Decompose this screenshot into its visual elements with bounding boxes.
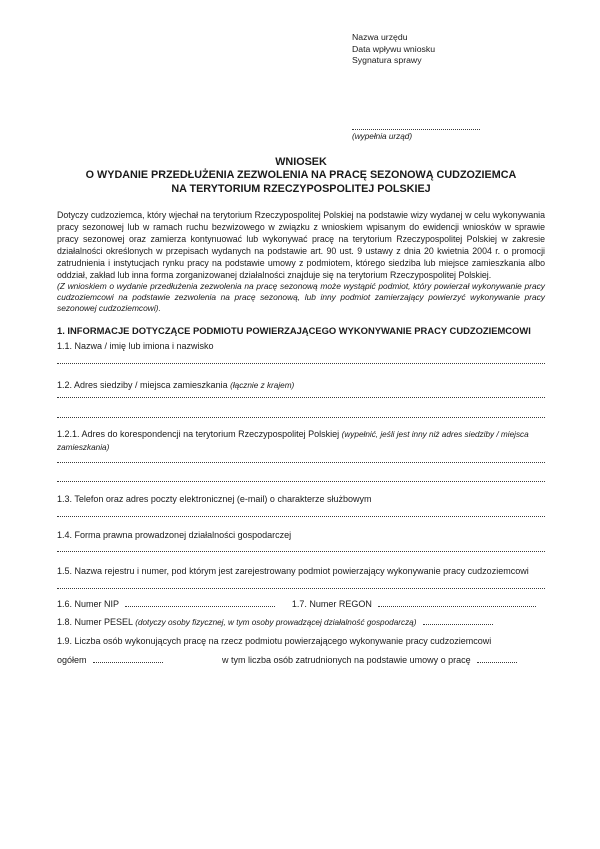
case-signature-label: Sygnatura sprawy: [352, 55, 422, 65]
office-fill-input-line[interactable]: [352, 127, 480, 130]
field-1-3-label: 1.3. Telefon oraz adres poczty elektronicznej (e-mail) o charakterze służbowym: [57, 494, 372, 505]
field-1-2-1-note: (wypełnić, jeśli jest inny niż adres siedziby / miejsca zamieszkania): [57, 430, 529, 453]
field-1-2-1-label-text: 1.2.1. Adres do korespondencji na terytorium Rzeczypospolitej Polskiej: [57, 429, 340, 440]
field-1-2-1-input-line-2[interactable]: [57, 479, 545, 482]
application-date-label: Data wpływu wniosku: [352, 43, 436, 54]
field-1-8-note: (dotyczy osoby fizycznej, w tym osoby prowadzącej działalność gospodarczą): [135, 618, 417, 628]
field-1-1-input-line[interactable]: [57, 361, 545, 364]
field-1-9-values-row: [57, 654, 545, 667]
field-1-9-contract-input-line[interactable]: [477, 654, 517, 663]
field-1-3-input-line[interactable]: [57, 514, 545, 517]
field-1-2-input-line-1[interactable]: [57, 395, 545, 398]
field-1-9-label: 1.9. Liczba osób wykonujących pracę na rzecz podmiotu powierzającego wykonywanie pracy cudzoziemcowi: [57, 636, 492, 647]
office-header-block: [352, 32, 545, 67]
field-1-6-input-line[interactable]: [125, 598, 275, 607]
field-1-4-input-line[interactable]: [57, 549, 545, 552]
field-1-9-contract-part: [222, 654, 517, 666]
field-1-1-label: 1.1. Nazwa / imię lub imiona i nazwisko: [57, 341, 214, 352]
field-1-2-note: (łącznie z krajem): [230, 381, 295, 391]
form-title-line3: NA TERYTORIUM RZECZYPOSPOLITEJ POLSKIEJ: [171, 182, 431, 195]
field-1-5-input-line[interactable]: [57, 586, 545, 589]
office-name-label: Nazwa urzędu: [352, 32, 408, 42]
field-1-2-1-label: [57, 428, 545, 454]
office-fill-area: [352, 127, 545, 142]
section1-heading: 1. INFORMACJE DOTYCZĄCE PODMIOTU POWIERZAJĄCEGO WYKONYWANIE PRACY CUDZOZIEMCOWI: [57, 325, 531, 337]
field-1-9-total-label: ogółem: [57, 655, 87, 666]
form-title: [57, 156, 545, 197]
field-1-8-label: 1.8. Numer PESEL: [57, 617, 133, 628]
office-fill-note: (wypełnia urząd): [352, 131, 413, 141]
intro-note-paragraph: (Z wnioskiem o wydanie przedłużenia zezwolenia na pracę sezonową może wystąpić podmiot, który powierzał wykonywanie pracy cudzoziemcowi na podstawie zezwolenia na pracę sezonową, lub inny podmiot zamierzający powierzyć wykonywanie pracy sezonowej cudzoziemcowi).: [57, 281, 545, 313]
form-title-line2: O WYDANIE PRZEDŁUŻENIA ZEZWOLENIA NA PRACĘ SEZONOWĄ CUDZOZIEMCA: [85, 169, 517, 181]
intro-paragraph: Dotyczy cudzoziemca, który wjechał na terytorium Rzeczypospolitej Polskiej na podstawie wizy wydanej w celu wykonywania pracy sezonowej lub w ramach ruchu bezwizowego w związku z wnioskiem wpisanym do ewidencji wniosków w sprawie pracy sezonowej oraz zamierza kontynuować lub wykonywać pracę na terytorium Rzeczypospolitej Polskiej w zakresie działalności określonych w przepisach wydanych na podstawie art. 90 ust. 9 ustawy z dnia 20 kwietnia 2004 r. o promocji zatrudnienia i instytucjach rynku pracy na podstawie umowy z podmiotem, którego siedziba lub miejsce zamieszkania albo oddział, zakład lub inna forma zorganizowanej działalności znajduje się na terytorium Rzeczypospolitej Polskiej.: [57, 210, 545, 280]
field-1-4-label: 1.4. Forma prawna prowadzonej działalności gospodarczej: [57, 530, 292, 541]
form-content: [57, 0, 545, 667]
field-1-8-input-line[interactable]: [423, 616, 493, 625]
field-1-9-total-input-line[interactable]: [93, 654, 163, 663]
form-title-line1: WNIOSEK: [275, 155, 327, 168]
field-1-5-label: 1.5. Nazwa rejestru i numer, pod którym jest zarejestrowany podmiot powierzający wykonywanie pracy cudzoziemcowi: [57, 566, 529, 577]
field-1-9-contract-label: w tym liczba osób zatrudnionych na podstawie umowy o pracę: [222, 655, 471, 666]
field-1-7-label: 1.7. Numer REGON: [291, 599, 372, 610]
field-1-2-label-text: 1.2. Adres siedziby / miejsca zamieszkania: [57, 380, 228, 391]
field-1-2-label: [57, 379, 545, 392]
field-1-2-input-line-2[interactable]: [57, 415, 545, 418]
field-1-8-row: [57, 616, 545, 629]
field-1-7-input-line[interactable]: [378, 598, 536, 607]
field-1-2-1-input-line-1[interactable]: [57, 460, 545, 463]
field-1-6-label: 1.6. Numer NIP: [57, 599, 119, 610]
field-1-6-1-7-row: [57, 598, 545, 610]
